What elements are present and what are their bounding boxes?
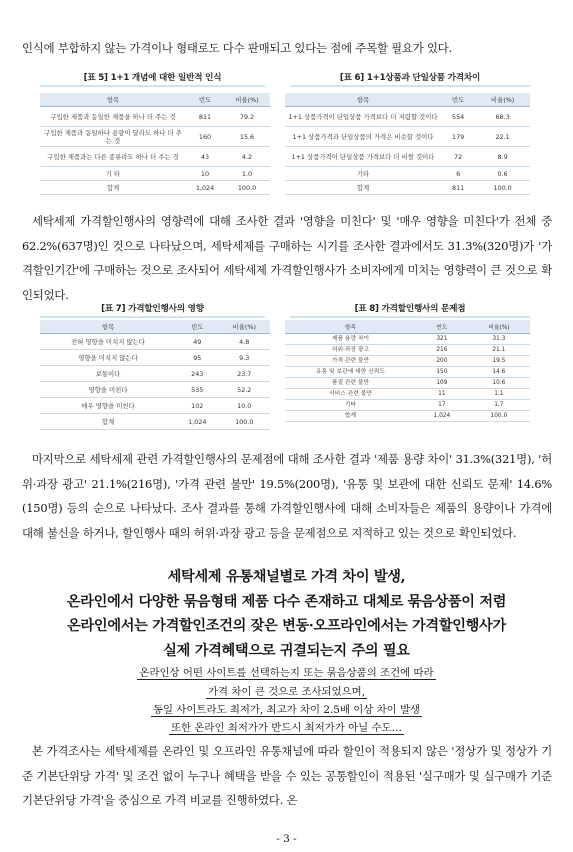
table5-cell: 1.0 bbox=[224, 167, 270, 181]
table7-cell: 95 bbox=[176, 350, 219, 366]
table6-cell: 1+1 상품가격이 단일상품 가격보다 더 저렴할 것이다 bbox=[285, 107, 441, 127]
table8-cell: 100.0 bbox=[468, 411, 530, 422]
table-row bbox=[40, 334, 270, 350]
table5-cell: 15.6 bbox=[224, 127, 270, 147]
table7-cell: 52.2 bbox=[219, 382, 270, 398]
table8-cell: 서비스 관련 불만 bbox=[285, 389, 416, 400]
table7-cell: 535 bbox=[176, 382, 219, 398]
table8-cell: 1.1 bbox=[468, 389, 530, 400]
section-heading-line-2: 온라인에서 다양한 묶음형태 제품 다수 존재하고 대체로 묶음상품이 저렴 bbox=[66, 594, 507, 610]
table7-header-freq: 빈도 bbox=[176, 320, 219, 334]
table-row bbox=[285, 167, 530, 181]
table8-cell: 유통 및 보관에 대한 신뢰도 bbox=[285, 367, 416, 378]
table-row bbox=[285, 127, 530, 147]
table7-cell: 4.8 bbox=[219, 334, 270, 350]
table-row bbox=[285, 181, 530, 195]
table7-cell: 10.0 bbox=[219, 398, 270, 414]
table7-cell: 49 bbox=[176, 334, 219, 350]
table7-cell: 23.7 bbox=[219, 366, 270, 382]
table7-header-ratio: 비율(%) bbox=[219, 320, 270, 334]
table6-cell: 6 bbox=[441, 167, 475, 181]
table-row bbox=[40, 382, 270, 398]
table-row bbox=[285, 378, 530, 389]
table8 bbox=[285, 320, 530, 422]
table7-cell: 1,024 bbox=[176, 414, 219, 430]
table7-title-text: [표 7] 가격할인행사의 영향 bbox=[101, 304, 204, 314]
table7 bbox=[40, 320, 270, 430]
table8-cell: 21.1 bbox=[468, 345, 530, 356]
table7-cell: 100.0 bbox=[219, 414, 270, 430]
table5-header-item: 항목 bbox=[40, 93, 186, 107]
table6-cell: 811 bbox=[441, 181, 475, 195]
table5 bbox=[40, 93, 270, 195]
table5-header-freq: 빈도 bbox=[186, 93, 224, 107]
table8-cell: 품질 관련 불만 bbox=[285, 378, 416, 389]
table5-cell: 구입한 제품과는 다른 종류라도 하나 더 주는 것 bbox=[40, 147, 186, 167]
table8-cell: 14.6 bbox=[468, 367, 530, 378]
table-row bbox=[285, 334, 530, 345]
summary-line-2 bbox=[0, 684, 573, 702]
table6-cell: 0.6 bbox=[475, 167, 530, 181]
table8-header-item: 항목 bbox=[285, 320, 416, 334]
table-row bbox=[285, 400, 530, 411]
table7-cell: 9.3 bbox=[219, 350, 270, 366]
table7-cell: 영향을 미친다 bbox=[40, 382, 176, 398]
table6-cell: 554 bbox=[441, 107, 475, 127]
summary-line-3 bbox=[0, 702, 573, 720]
table-row bbox=[40, 414, 270, 430]
table6-cell: 기타 bbox=[285, 167, 441, 181]
table6-title-text: [표 6] 1+1상품과 단일상품 가격차이 bbox=[339, 73, 481, 83]
table7-cell: 243 bbox=[176, 366, 219, 382]
table8-cell: 200 bbox=[416, 356, 468, 367]
section-heading-line-3: 온라인에서는 가격할인조건의 잦은 변동·오프라인에서는 가격할인행사가 bbox=[67, 618, 506, 634]
table-row bbox=[40, 167, 270, 181]
table7-cell: 보통이다 bbox=[40, 366, 176, 382]
table7-cell: 합계 bbox=[40, 414, 176, 430]
table8-cell: 109 bbox=[416, 378, 468, 389]
table8-cell: 150 bbox=[416, 367, 468, 378]
table-row bbox=[40, 350, 270, 366]
problems-paragraph: 마지막으로 세탁세제 관련 가격할인행사의 문제점에 대해 조사한 결과 '제품 용량 차이' 31.3%(321명), '허위·과장 광고' 21.1%(216명), '가격 관련 불만' 19.5%(200명), '유통 및 보관에 대한 신뢰도 문제' 14.6%(150명) 등의 순으로 나타났다. 조사 결과를 통해 가격할인행사에 대해 소비자들은 제품의 용량이나 가격에 대해 불신을 하거나, 할인행사 때의 허위·과장 광고 등을 문제점으로 지적하고 있는 것으로 확인되었다. bbox=[22, 452, 552, 540]
summary-line-4-text: 또한 온라인 최저가가 반드시 최저가가 아닐 수도… bbox=[171, 722, 402, 734]
summary-line-2-text: 가격 차이 큰 것으로 조사되었으며, bbox=[207, 686, 366, 698]
table5-cell: 1,024 bbox=[186, 181, 224, 195]
table6-cell: 72 bbox=[441, 147, 475, 167]
table-row bbox=[40, 366, 270, 382]
table6-cell: 100.0 bbox=[475, 181, 530, 195]
table8-cell: 19.5 bbox=[468, 356, 530, 367]
table8-cell: 합계 bbox=[285, 411, 416, 422]
table5-cell: 합계 bbox=[40, 181, 186, 195]
summary-line-1 bbox=[0, 665, 573, 683]
table8-cell: 가격 관련 불만 bbox=[285, 356, 416, 367]
table-row bbox=[285, 345, 530, 356]
table8-cell: 1.7 bbox=[468, 400, 530, 411]
table5-title bbox=[40, 71, 265, 87]
table-row bbox=[285, 389, 530, 400]
table8-cell: 기타 bbox=[285, 400, 416, 411]
method-paragraph: 본 가격조사는 세탁세제를 온라인 및 오프라인 유통채널에 따라 할인이 적용되지 않은 '정상가 및 정상가 기준 기본단위당 가격' 및 조건 없이 누구나 혜택을 받을 수 있는 공통할인이 적용된 '실구매가 및 실구매가 기준 기본단위당 가격'을 중심으로 가격 비교를 진행하였다. 온 bbox=[22, 744, 552, 807]
table6-cell: 8.9 bbox=[475, 147, 530, 167]
table5-cell: 43 bbox=[186, 147, 224, 167]
table7-cell: 102 bbox=[176, 398, 219, 414]
table6-header-freq: 빈도 bbox=[441, 93, 475, 107]
table5-cell: 160 bbox=[186, 127, 224, 147]
table8-cell: 허위·과장 광고 bbox=[285, 345, 416, 356]
table-row bbox=[285, 107, 530, 127]
table6-cell: 1+1 상품가격과 단일상품의 가격은 비슷할 것이다 bbox=[285, 127, 441, 147]
table5-cell: 10 bbox=[186, 167, 224, 181]
table8-cell: 제품 용량 차이 bbox=[285, 334, 416, 345]
table-row bbox=[40, 398, 270, 414]
table8-cell: 31.3 bbox=[468, 334, 530, 345]
table7-cell: 매우 영향을 미친다 bbox=[40, 398, 176, 414]
table8-title-text: [표 8] 가격할인행사의 문제점 bbox=[354, 304, 466, 314]
summary-line-1-text: 온라인상 어떤 사이트를 선택하는지 또는 묶음상품의 조건에 따라 bbox=[139, 667, 434, 679]
table6 bbox=[285, 93, 530, 195]
table-row bbox=[40, 181, 270, 195]
table-row bbox=[40, 147, 270, 167]
table8-cell: 216 bbox=[416, 345, 468, 356]
table8-cell: 10.6 bbox=[468, 378, 530, 389]
table6-cell: 1+1 상품가격이 단일상품 가격보다 더 비쌀 것이다 bbox=[285, 147, 441, 167]
table-row bbox=[285, 411, 530, 422]
table8-cell: 321 bbox=[416, 334, 468, 345]
table6-cell: 179 bbox=[441, 127, 475, 147]
table5-cell: 811 bbox=[186, 107, 224, 127]
table6-header-item: 항목 bbox=[285, 93, 441, 107]
table7-cell: 전혀 영향을 미치지 않는다 bbox=[40, 334, 176, 350]
table6-header-ratio: 비율(%) bbox=[475, 93, 530, 107]
section-heading-line-1: 세탁세제 유통채널별로 가격 차이 발생, bbox=[167, 569, 406, 585]
table7-cell: 영향을 미치지 않는다 bbox=[40, 350, 176, 366]
table-row bbox=[40, 107, 270, 127]
table5-cell: 79.2 bbox=[224, 107, 270, 127]
page-number: - 3 - bbox=[276, 833, 297, 845]
table-row bbox=[285, 367, 530, 378]
table-row bbox=[285, 356, 530, 367]
table8-header-ratio: 비율(%) bbox=[468, 320, 530, 334]
table6-title bbox=[290, 71, 530, 87]
summary-line-4 bbox=[0, 720, 573, 738]
table6-cell: 22.1 bbox=[475, 127, 530, 147]
intro-paragraph: 인식에 부합하지 않는 가격이나 형태로도 다수 판매되고 있다는 점에 주목할 필요가 있다. bbox=[22, 41, 452, 55]
table8-title bbox=[290, 302, 530, 318]
table5-cell: 100.0 bbox=[224, 181, 270, 195]
table7-header-item: 항목 bbox=[40, 320, 176, 334]
section-heading-line-4: 실제 가격혜택으로 귀결되는지 주의 필요 bbox=[163, 643, 410, 659]
table5-cell: 4.2 bbox=[224, 147, 270, 167]
table6-cell: 합계 bbox=[285, 181, 441, 195]
table5-header-ratio: 비율(%) bbox=[224, 93, 270, 107]
influence-paragraph: 세탁세제 가격할인행사의 영향력에 대해 조사한 결과 '영향을 미친다' 및 '매우 영향을 미친다'가 전체 중 62.2%(637명)인 것으로 나타났으며, 세탁세제를 구매하는 시기를 조사한 결과에서도 31.3%(320명)가 '가격할인기간'에 구매하는 것으로 조사되어 세탁세제 가격할인행사가 소비자에게 미치는 영향력이 큰 것으로 확인되었다. bbox=[22, 214, 552, 302]
table8-cell: 11 bbox=[416, 389, 468, 400]
table8-cell: 1,024 bbox=[416, 411, 468, 422]
table7-title bbox=[40, 302, 265, 318]
summary-line-3-text: 동일 사이트라도 최저가, 최고가 차이 2.5배 이상 차이 발생 bbox=[152, 704, 421, 716]
table5-cell: 기 타 bbox=[40, 167, 186, 181]
table8-cell: 17 bbox=[416, 400, 468, 411]
table8-header-freq: 빈도 bbox=[416, 320, 468, 334]
table6-cell: 68.3 bbox=[475, 107, 530, 127]
table5-title-text: [표 5] 1+1 개념에 대한 일반적 인식 bbox=[83, 73, 222, 83]
table5-cell: 구입한 제품과 동일하나 용량이 달라도 하나 더 주는 것 bbox=[40, 127, 186, 147]
table5-cell: 구입한 제품과 동일한 제품을 하나 더 주는 것 bbox=[40, 107, 186, 127]
table-row bbox=[285, 147, 530, 167]
table-row bbox=[40, 127, 270, 147]
